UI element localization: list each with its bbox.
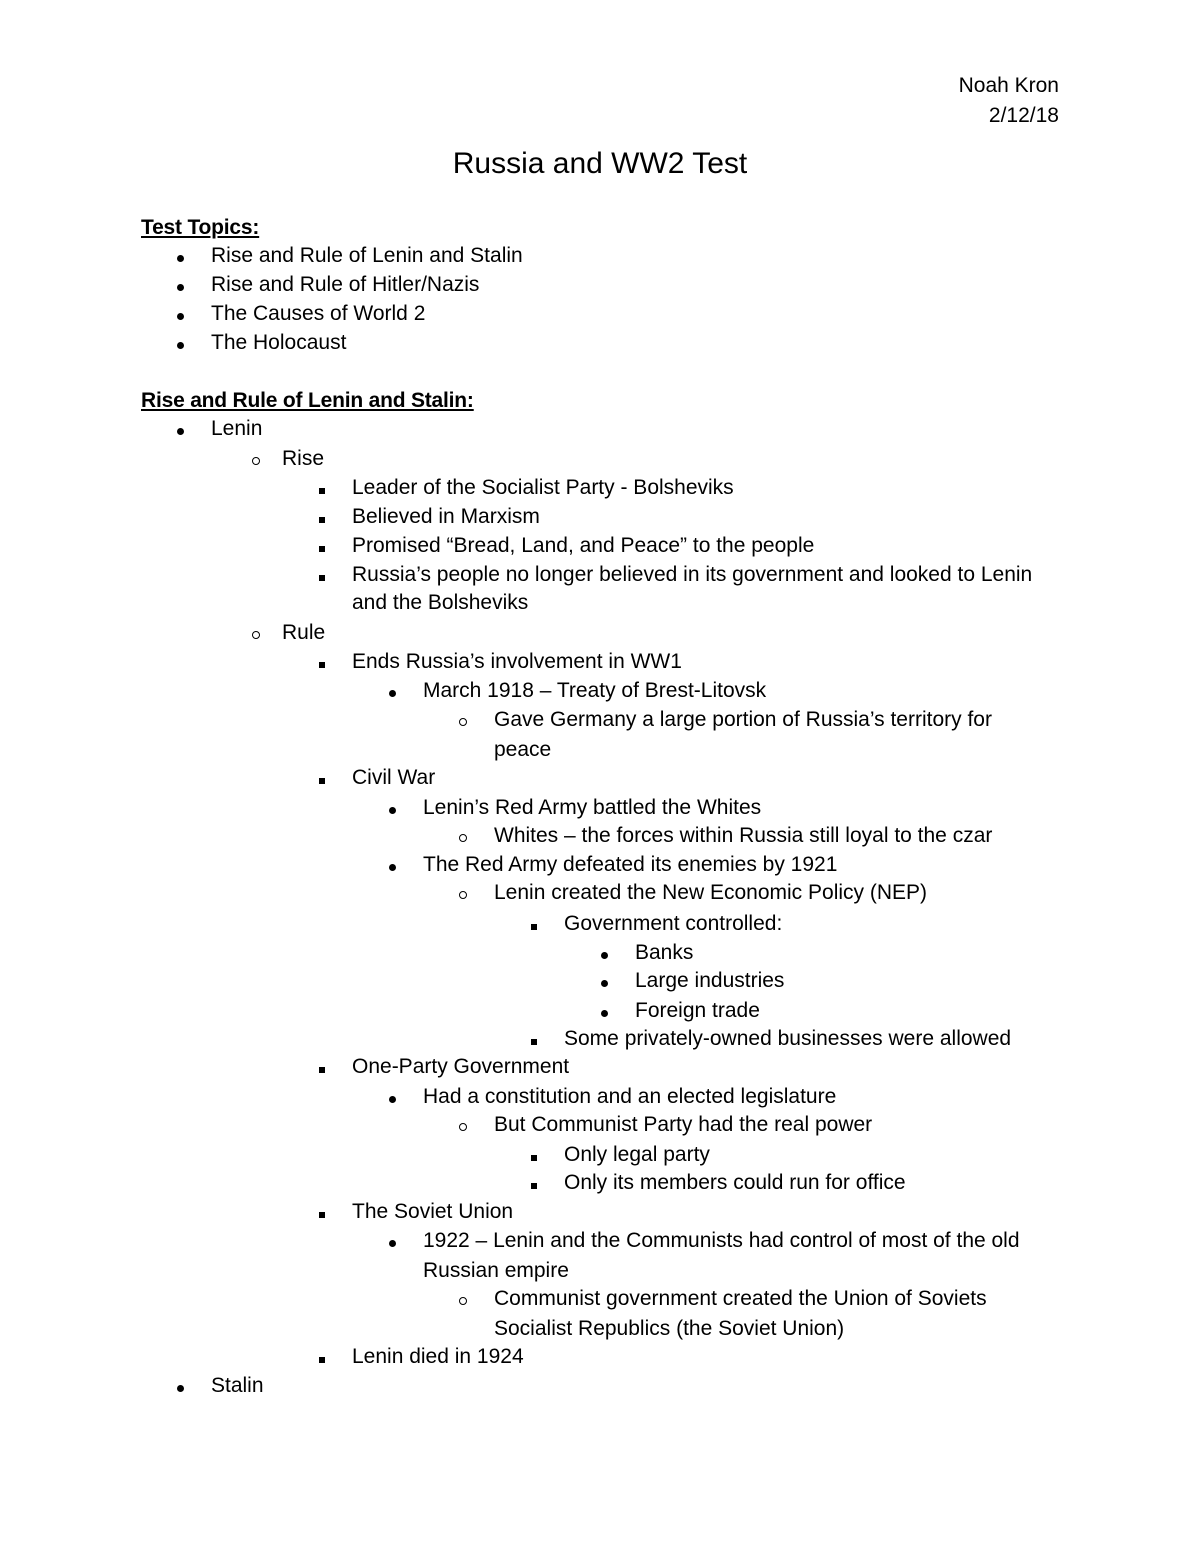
bullet-circle-icon [459,1297,467,1305]
list-marker [523,1026,545,1052]
list-item-text: The Holocaust [211,331,347,354]
list-item-text: Only its members could run for office [564,1171,906,1194]
list-item-text: Rise [282,447,325,470]
list-item-text: Ends Russia’s involvement in WW1 [352,650,682,673]
bullet-square-icon [319,1212,325,1218]
list-marker [381,795,403,821]
list-marker [169,416,191,442]
bullet-dot-icon [177,1385,184,1392]
bullet-square-icon [319,662,325,668]
bullet-dot-icon [177,342,184,349]
bullet-dot-icon [177,428,184,435]
list-item-text: Socialist Republics (the Soviet Union) [494,1317,845,1340]
list-item-text: Government controlled: [564,912,783,935]
bullet-dot-icon [177,255,184,262]
list-marker [452,1112,474,1138]
list-item-text: One-Party Government [352,1055,570,1078]
bullet-dot-icon [601,980,608,987]
section-heading-lenin-stalin [141,388,474,414]
list-marker [381,1228,403,1254]
list-item-text: Large industries [635,969,785,992]
list-item-text: peace [494,738,552,761]
list-item-text: Rise and Rule of Lenin and Stalin [211,244,523,267]
list-marker [593,968,615,994]
list-marker [381,678,403,704]
list-marker [381,1084,403,1110]
section-heading-test-topics [141,215,259,241]
list-marker [169,272,191,298]
list-item-text: and the Bolsheviks [352,591,529,614]
list-marker [523,1142,545,1168]
list-marker [311,475,333,501]
page-title: Russia and WW2 Test [452,147,748,180]
section-heading-text: Rise and Rule of Lenin and Stalin: [141,389,474,412]
list-item-text: 1922 – Lenin and the Communists had control of most of the old [423,1229,1020,1252]
list-marker [169,301,191,327]
list-item-text: Stalin [211,1374,264,1397]
bullet-square-icon [319,575,325,581]
bullet-dot-icon [601,952,608,959]
bullet-square-icon [319,1067,325,1073]
bullet-dot-icon [177,284,184,291]
list-marker [169,243,191,269]
bullet-square-icon [531,924,537,930]
bullet-square-icon [319,517,325,523]
bullet-dot-icon [389,1240,396,1247]
list-marker [311,504,333,530]
bullet-dot-icon [601,1010,608,1017]
list-item-text: Believed in Marxism [352,505,540,528]
list-marker [311,1054,333,1080]
list-item-text: March 1918 – Treaty of Brest-Litovsk [423,679,767,702]
list-item-text: Lenin [211,417,263,440]
bullet-square-icon [319,778,325,784]
bullet-dot-icon [389,1096,396,1103]
bullet-dot-icon [389,864,396,871]
bullet-dot-icon [389,690,396,697]
list-marker [169,330,191,356]
bullet-square-icon [531,1039,537,1045]
list-marker [452,823,474,849]
list-item-text: Banks [635,941,694,964]
bullet-circle-icon [459,891,467,899]
bullet-circle-icon [252,631,260,639]
list-item-text: Some privately-owned businesses were allowed [564,1027,1012,1050]
bullet-dot-icon [389,807,396,814]
list-marker [593,998,615,1024]
bullet-circle-icon [459,834,467,842]
list-item-text: Only legal party [564,1143,710,1166]
list-marker [311,765,333,791]
list-marker [169,1373,191,1399]
author-name: Noah Kron [958,74,1059,97]
list-item-text: But Communist Party had the real power [494,1113,873,1136]
list-item-text: Leader of the Socialist Party - Bolsheviks [352,476,734,499]
bullet-circle-icon [459,718,467,726]
list-marker [245,446,267,472]
list-marker [381,852,403,878]
list-marker [311,533,333,559]
list-marker [523,911,545,937]
bullet-square-icon [531,1183,537,1189]
list-item-text: The Soviet Union [352,1200,514,1223]
list-item-text: Lenin’s Red Army battled the Whites [423,796,762,819]
list-item-text: The Red Army defeated its enemies by 1921 [423,853,838,876]
bullet-circle-icon [459,1123,467,1131]
bullet-dot-icon [177,313,184,320]
list-item-text: The Causes of World 2 [211,302,426,325]
list-marker [311,649,333,675]
list-item-text: Lenin created the New Economic Policy (NEP) [494,881,928,904]
list-marker [245,620,267,646]
list-item-text: Lenin died in 1924 [352,1345,524,1368]
list-marker [311,1344,333,1370]
list-item-text: Russia’s people no longer believed in its government and looked to Lenin [352,563,1033,586]
list-marker [311,562,333,588]
list-marker [523,1170,545,1196]
list-item-text: Had a constitution and an elected legislature [423,1085,837,1108]
list-marker [452,880,474,906]
bullet-square-icon [319,1357,325,1363]
bullet-square-icon [319,546,325,552]
list-marker [593,940,615,966]
list-marker [452,707,474,733]
bullet-circle-icon [252,457,260,465]
list-item-text: Foreign trade [635,999,760,1022]
list-item-text: Gave Germany a large portion of Russia’s territory for [494,708,992,731]
bullet-square-icon [531,1155,537,1161]
list-item-text: Rule [282,621,326,644]
bullet-square-icon [319,488,325,494]
list-item-text: Whites – the forces within Russia still loyal to the czar [494,824,993,847]
list-marker [311,1199,333,1225]
list-item-text: Communist government created the Union of Soviets [494,1287,987,1310]
section-heading-text: Test Topics: [141,216,260,239]
list-item-text: Civil War [352,766,436,789]
list-marker [452,1286,474,1312]
list-item-text: Promised “Bread, Land, and Peace” to the people [352,534,815,557]
list-item-text: Rise and Rule of Hitler/Nazis [211,273,480,296]
document-date: 2/12/18 [988,104,1059,127]
list-item-text: Russian empire [423,1259,569,1282]
